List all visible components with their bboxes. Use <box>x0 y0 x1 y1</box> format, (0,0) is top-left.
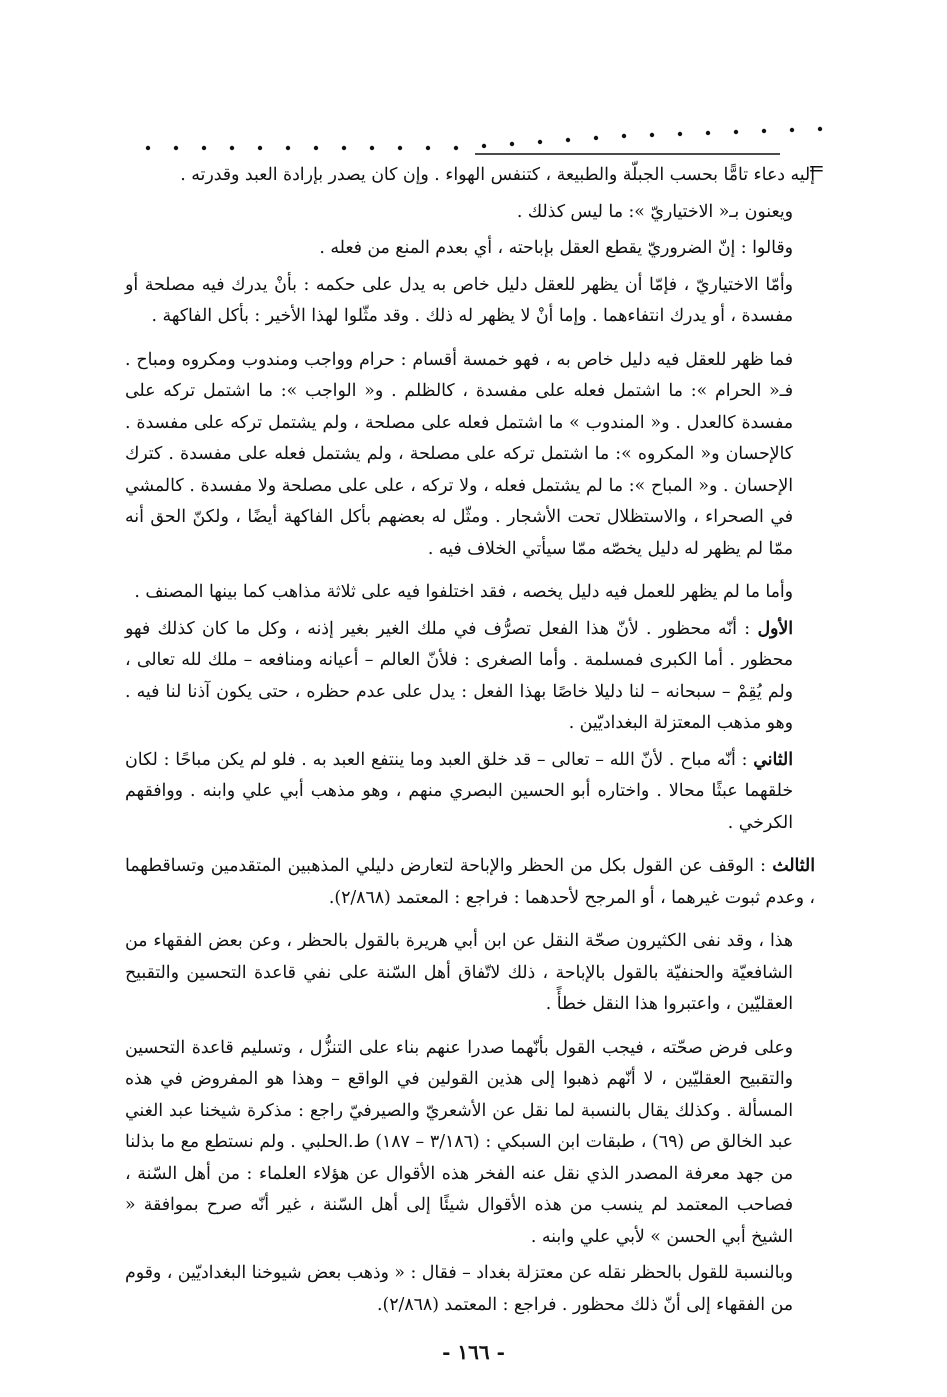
footnote-continuation-text: إليه دعاء تامًّا بحسب الجبلّة والطبيعة ، كتنفس الهواء . وإن كان يصدر بإرادة العبد وقدرته . <box>180 165 815 185</box>
footnote-separator <box>140 118 830 158</box>
lead-word-second: الثاني <box>753 749 793 770</box>
page-number: - ١٦٦ - <box>442 1340 505 1364</box>
lead-word-first: الأول <box>757 618 793 639</box>
body-text <box>125 160 815 1326</box>
continuation-mark: = <box>808 156 825 180</box>
lead-word-third: الثالث <box>772 856 815 876</box>
paragraph-4: فما ظهر للعقل فيه دليل خاص به ، فهو خمسة أقسام : حرام وواجب ومندوب ومكروه ومباح . فـ« الحرام »: ما اشتمل فعله على مفسدة ، كالظلم . و« الواجب »: ما اشتمل تركه على مفسدة كالعدل . و« المندوب » ما اشتمل فعله على مصلحة ، ولم يشتمل تركه على مفسدة . كالإحسان و« المكروه »: ما اشتمل تركه على مصلحة ، ولم يشتمل فعله على مفسدة . كترك الإحسان . و« المباح »: ما لم يشتمل فعله ، ولا تركه ، على على مصلحة ولا مفسدة . كالمشي في الصحراء ، والاستظلال تحت الأشجار . ومثّل له بعضهم بأكل الفاكهة أيضًا ، ولكنّ الحق أنه ممّا لم يظهر له دليل يخصّه ممّا سيأتي الخلاف فيه . <box>125 349 793 559</box>
dotted-rule <box>146 127 822 150</box>
paragraph-3: وأمّا الاختياريّ ، فإمّا أن يظهر للعقل دليل خاص به يدل على حكمه : بأنْ يدرك فيه مصلحة أو مفسدة ، أو يدرك انتفاءهما . وإما أنْ لا يظهر له ذلك . وقد مثّلوا لهذا الأخير : بأكل الفاكهة . <box>125 274 793 326</box>
paragraph-1: ويعنون بـ« الاختياريّ »: ما ليس كذلك . <box>516 201 793 222</box>
paragraph-11: وبالنسبة للقول بالحظر نقله عن معتزلة بغداد – فقال : « وذهب بعض شيوخنا البغداديّين ، وقوم من الفقهاء إلى أنّ ذلك محظور . فراجع : المعتمد (٢/٨٦٨). <box>125 1263 793 1315</box>
paragraph-second-opinion: الثاني : أنّه مباح . لأنّ الله – تعالى – قد خلق العبد وما ينتفع العبد به . فلو لم يكن مباحًا : لكان خلقهما عبثًا محالا . واختاره أبو الحسين البصري منهم ، وهو مذهب أبي علي وابنه . ووافقهم الكرخي . <box>125 749 793 833</box>
paragraph-first-opinion: الأول : أنّه محظور . لأنّ هذا الفعل تصرُّف في ملك الغير بغير إذنه ، وكل ما كان كذلك فهو محظور . أما الكبرى فمسلمة . وأما الصغرى : فلأنّ العالم – أعيانه ومنافعه – ملك لله تعالى ، ولم يُقِمْ – سبحانه – لنا دليلا خاصًا بهذا الفعل : يدل على عدم حظره ، حتى يكون آذنا لنا فيه . وهو مذهب المعتزلة البغداديّين . <box>125 618 793 733</box>
paragraph-10: وعلى فرض صحّته ، فيجب القول بأنّهما صدرا عنهم بناء على التنزُّل ، وتسليم قاعدة التحسين والتقبيح العقليّين ، لا أنّهم ذهبوا إلى هذين القولين في الواقع – وهذا هو المفروض في هذه المسألة . وكذلك يقال بالنسبة لما نقل عن الأشعريّ والصيرفيّ راجع : مذكرة شيخنا عبد الغني عبد الخالق ص (٦٩) ، طبقات ابن السبكي : (٣/١٨٦ – ١٨٧) ط.الحلبي . ولم نستطع مع ما بذلنا من جهد معرفة المصدر الذي نقل عنه الفخر هذه الأقوال عن هؤلاء العلماء : من أهل السّنة ، فصاحب المعتمد لم ينسب من هذه الأقوال شيئًا إلى أهل السّنة ، غير أنّه صرح بموافقة « الشيخ أبي الحسن » لأبي علي وابنه . <box>125 1037 793 1247</box>
paragraph-2: وقالوا : إنّ الضروريّ يقطع العقل بإباحته ، أي بعدم المنع من فعله . <box>319 238 793 258</box>
paragraph-third-opinion: الثالث : الوقف عن القول بكل من الحظر والإباحة لتعارض دليلي المذهبين المتقدمين وتساقطهما ، وعدم ثبوت غيرهما ، أو المرجح لأحدهما : فراجع : المعتمد (٢/٨٦٨). <box>125 856 815 908</box>
paragraph-9: هذا ، وقد نفى الكثيرون صحّة النقل عن ابن أبي هريرة بالقول بالحظر ، وعن بعض الفقهاء من الشافعيّة والحنفيّة بالقول بالإباحة ، ذلك لاتّفاق أهل السّنة على نفي قاعدة التحسين والتقبيح العقليّين ، واعتبروا هذا النقل خطأً . <box>125 931 793 1014</box>
paragraph-5: وأما ما لم يظهر للعمل فيه دليل يخصه ، فقد اختلفوا فيه على ثلاثة مذاهب كما بينها المصنف . <box>134 582 793 602</box>
